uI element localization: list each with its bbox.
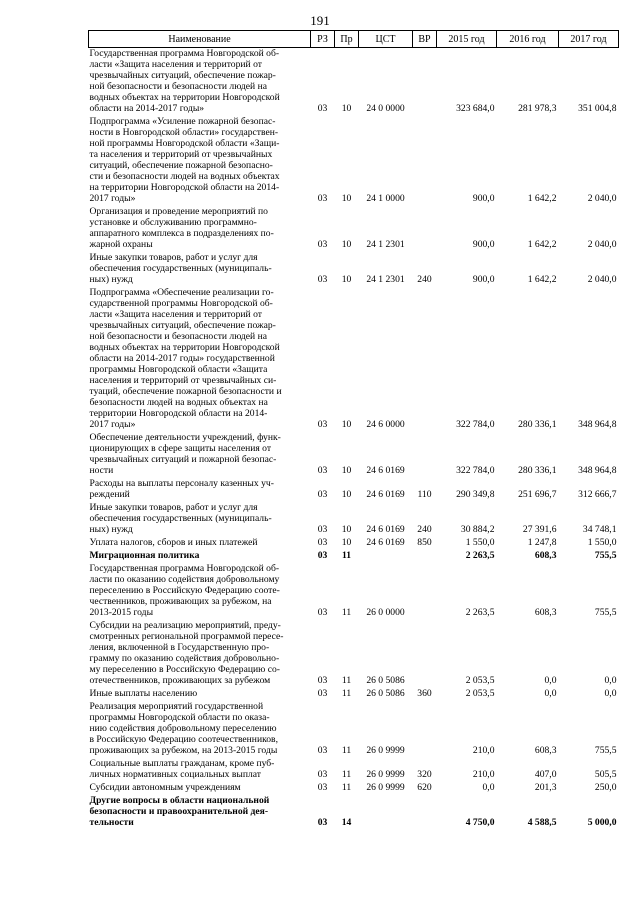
row-2015: 290 349,8 [456, 489, 495, 500]
row-2016: 280 336,1 [518, 465, 557, 476]
row-2017: 755,5 [594, 550, 617, 561]
row-2016: 281 978,3 [518, 103, 557, 114]
row-vr [413, 701, 437, 758]
row-pr: 10 [341, 274, 352, 285]
row-vr: 240 [417, 274, 432, 285]
row-2015: 2 263,5 [465, 550, 495, 561]
row-cst: 24 0 0000 [366, 103, 405, 114]
row-2017: 505,5 [594, 769, 617, 780]
row-rz: 03 [317, 745, 328, 756]
row-rz: 03 [317, 550, 328, 561]
row-pr: 10 [341, 489, 352, 500]
row-cst: 24 1 2301 [366, 239, 405, 250]
row-vr [413, 116, 437, 206]
row-cst: 26 0 5086 [366, 675, 405, 686]
row-2015: 322 784,0 [456, 419, 495, 430]
row-cst: 24 1 2301 [366, 274, 405, 285]
row-name: Подпрограмма «Обеспечение реализации го- сударственной программы Новгородской об- ласти «Защита населения и территорий от чрезвычайных ситуаций, обеспечение пожар- ной безопасности и безопасности людей на водных объектах на территории Новгородской области на 2014-2017 годы» государственной программы Новгородской области «Защита населения и территорий от чрезвычайных си- туаций, обеспечение пожарной безопасности и безопасности людей на водных объектах на территории Новгородской области на 2014- 2017 годы» [89, 287, 282, 430]
header-rz: РЗ [311, 31, 335, 48]
row-2016: 608,3 [534, 550, 557, 561]
row-pr: 11 [341, 688, 352, 699]
row-pr: 11 [341, 745, 352, 756]
row-2017: 2 040,0 [587, 239, 617, 250]
row-pr: 10 [341, 193, 352, 204]
row-2017: 348 964,8 [578, 419, 617, 430]
row-name: Государственная программа Новгородской об- ласти «Защита населения и территорий от чрезвычайных ситуаций, обеспечение пожар- ной безопасности и безопасности людей на водных объектах на территории Новгородской области на 2014-2017 годы» [89, 48, 280, 114]
row-rz: 03 [317, 817, 328, 828]
table-body [89, 48, 619, 831]
row-2015: 900,0 [472, 274, 495, 285]
row-2015: 322 784,0 [456, 465, 495, 476]
row-name: Иные выплаты населению [89, 688, 198, 699]
row-2016: 201,3 [534, 782, 557, 793]
row-vr: 360 [417, 688, 432, 699]
table-row [89, 287, 619, 432]
table-row [89, 206, 619, 252]
row-vr [413, 206, 437, 252]
row-cst: 24 6 0169 [366, 465, 405, 476]
header-pr: Пр [335, 31, 359, 48]
header-name: Наименование [89, 31, 311, 48]
row-2016: 608,3 [534, 607, 557, 618]
row-name: Подпрограмма «Усиление пожарной безопас- ности в Новгородской области» государствен- ной программы Новгородской области «Защи- та населения и территорий от чрезвычайных ситуаций, обеспечение пожарной безопасно- сти и безопасности людей на водных объектах на территории Новгородской области на 2014- 2017 годы» [89, 116, 280, 204]
row-2016: 1 642,2 [527, 193, 557, 204]
header-2016: 2016 год [497, 31, 559, 48]
row-2015: 210,0 [472, 769, 495, 780]
row-2017: 1 550,0 [587, 537, 617, 548]
row-vr [413, 795, 437, 830]
row-name: Обеспечение деятельности учреждений, функ- ционирующих в сфере защиты населения от чрезвычайных ситуаций и пожарной безопас- ности [89, 432, 281, 476]
row-cst: 24 6 0000 [366, 419, 405, 430]
row-2016: 1 642,2 [527, 239, 557, 250]
header-cst: ЦСТ [359, 31, 413, 48]
table-row [89, 502, 619, 537]
table-row [89, 537, 619, 550]
row-cst: 26 0 9999 [366, 782, 405, 793]
table-row [89, 550, 619, 563]
row-2016: 1 247,8 [527, 537, 557, 548]
table-row [89, 48, 619, 117]
row-2015: 2 053,5 [465, 688, 495, 699]
row-rz: 03 [317, 769, 328, 780]
row-2015: 900,0 [472, 239, 495, 250]
header-2017: 2017 год [559, 31, 619, 48]
row-cst: 26 0 0000 [366, 607, 405, 618]
row-cst: 24 6 0169 [366, 537, 405, 548]
row-rz: 03 [317, 465, 328, 476]
row-pr: 11 [341, 675, 352, 686]
row-vr: 320 [417, 769, 432, 780]
row-cst: 24 6 0169 [366, 524, 405, 535]
table-header-row [89, 31, 619, 48]
row-cst: 26 0 5086 [366, 688, 405, 699]
row-vr [413, 432, 437, 478]
row-pr: 10 [341, 524, 352, 535]
row-rz: 03 [317, 782, 328, 793]
budget-table [88, 30, 619, 830]
row-cst [359, 550, 413, 563]
row-2017: 34 748,1 [582, 524, 617, 535]
row-pr: 10 [341, 465, 352, 476]
row-name: Реализация мероприятий государственной программы Новгородской области по оказа- нию содействия добровольному переселению в Российскую Федерацию соотечественников, проживающих за рубежом, на 2013-2015 годы [89, 701, 278, 756]
row-rz: 03 [317, 489, 328, 500]
row-2016: 0,0 [544, 675, 557, 686]
row-2015: 0,0 [482, 782, 495, 793]
row-2015: 2 053,5 [465, 675, 495, 686]
row-2016: 251 696,7 [518, 489, 557, 500]
row-2016: 4 588,5 [527, 817, 557, 828]
row-2017: 312 666,7 [578, 489, 617, 500]
table-row [89, 688, 619, 701]
row-vr [413, 48, 437, 117]
row-vr [413, 287, 437, 432]
row-rz: 03 [317, 607, 328, 618]
row-pr: 10 [341, 537, 352, 548]
row-2015: 323 684,0 [456, 103, 495, 114]
row-2016: 1 642,2 [527, 274, 557, 285]
row-name: Миграционная политика [89, 550, 200, 561]
row-rz: 03 [317, 103, 328, 114]
row-2016: 608,3 [534, 745, 557, 756]
row-2015: 4 750,0 [465, 817, 495, 828]
table-row [89, 701, 619, 758]
row-name: Субсидии автономным учреждениям [89, 782, 241, 793]
row-2017: 0,0 [604, 675, 617, 686]
row-name: Организация и проведение мероприятий по установке и обслуживанию программно- аппаратного комплекса в подразделениях по- жарной охраны [89, 206, 274, 250]
row-2015: 30 884,2 [460, 524, 495, 535]
row-2017: 351 004,8 [578, 103, 617, 114]
row-cst: 24 1 0000 [366, 193, 405, 204]
row-name: Расходы на выплаты персоналу казенных уч- реждений [89, 478, 274, 500]
row-2017: 0,0 [604, 688, 617, 699]
row-vr: 240 [417, 524, 432, 535]
row-2016: 27 391,6 [522, 524, 557, 535]
row-rz: 03 [317, 419, 328, 430]
row-pr: 14 [341, 817, 352, 828]
row-2015: 1 550,0 [465, 537, 495, 548]
row-name: Иные закупки товаров, работ и услуг для обеспечения государственных (муниципаль- ных) нужд [89, 252, 272, 285]
row-2017: 755,5 [594, 745, 617, 756]
table-row [89, 620, 619, 688]
row-name: Субсидии на реализацию мероприятий, преду- смотренных региональной программой пересе- ления, включенной в Государственную про- грамму по оказанию содействия добровольно- му переселению в Российскую Федерацию со- отечественников, проживающих за рубежом [89, 620, 284, 686]
row-2015: 210,0 [472, 745, 495, 756]
table-row [89, 563, 619, 620]
row-2015: 900,0 [472, 193, 495, 204]
row-vr: 850 [417, 537, 432, 548]
row-pr: 10 [341, 419, 352, 430]
row-name: Уплата налогов, сборов и иных платежей [89, 537, 258, 548]
row-name: Другие вопросы в области национальной безопасности и правоохранительной дея- тельности [89, 795, 270, 828]
row-vr [413, 550, 437, 563]
row-vr [413, 620, 437, 688]
row-2017: 755,5 [594, 607, 617, 618]
table-row [89, 116, 619, 206]
table-row [89, 252, 619, 287]
row-pr: 11 [341, 607, 352, 618]
row-pr: 11 [341, 769, 352, 780]
row-rz: 03 [317, 239, 328, 250]
row-rz: 03 [317, 537, 328, 548]
table-row [89, 782, 619, 795]
table-row [89, 758, 619, 782]
row-cst [359, 795, 413, 830]
row-vr [413, 563, 437, 620]
row-cst: 26 0 9999 [366, 745, 405, 756]
row-pr: 11 [341, 782, 352, 793]
table-row [89, 478, 619, 502]
row-name: Государственная программа Новгородской об- ласти по оказанию содействия добровольному переселению в Российскую Федерацию сооте- чественников, проживающих за рубежом, на 2013-2015 годы [89, 563, 280, 618]
header-vr: ВР [413, 31, 437, 48]
row-2017: 2 040,0 [587, 193, 617, 204]
header-2015: 2015 год [437, 31, 497, 48]
row-name: Социальные выплаты гражданам, кроме пуб- личных нормативных социальных выплат [89, 758, 275, 780]
row-cst: 24 6 0169 [366, 489, 405, 500]
row-2016: 407,0 [534, 769, 557, 780]
row-2015: 2 263,5 [465, 607, 495, 618]
row-pr: 10 [341, 239, 352, 250]
row-rz: 03 [317, 193, 328, 204]
table-row [89, 432, 619, 478]
row-2016: 280 336,1 [518, 419, 557, 430]
page-number: 191 [310, 13, 330, 28]
row-2016: 0,0 [544, 688, 557, 699]
row-pr: 10 [341, 103, 352, 114]
table-row [89, 795, 619, 830]
row-2017: 2 040,0 [587, 274, 617, 285]
row-vr: 110 [417, 489, 432, 500]
row-vr: 620 [417, 782, 432, 793]
row-cst: 26 0 9999 [366, 769, 405, 780]
row-2017: 5 000,0 [587, 817, 617, 828]
row-name: Иные закупки товаров, работ и услуг для обеспечения государственных (муниципаль- ных) нужд [89, 502, 272, 535]
row-2017: 250,0 [594, 782, 617, 793]
row-2017: 348 964,8 [578, 465, 617, 476]
row-rz: 03 [317, 675, 328, 686]
row-pr: 11 [341, 550, 352, 561]
row-rz: 03 [317, 688, 328, 699]
row-rz: 03 [317, 524, 328, 535]
row-rz: 03 [317, 274, 328, 285]
